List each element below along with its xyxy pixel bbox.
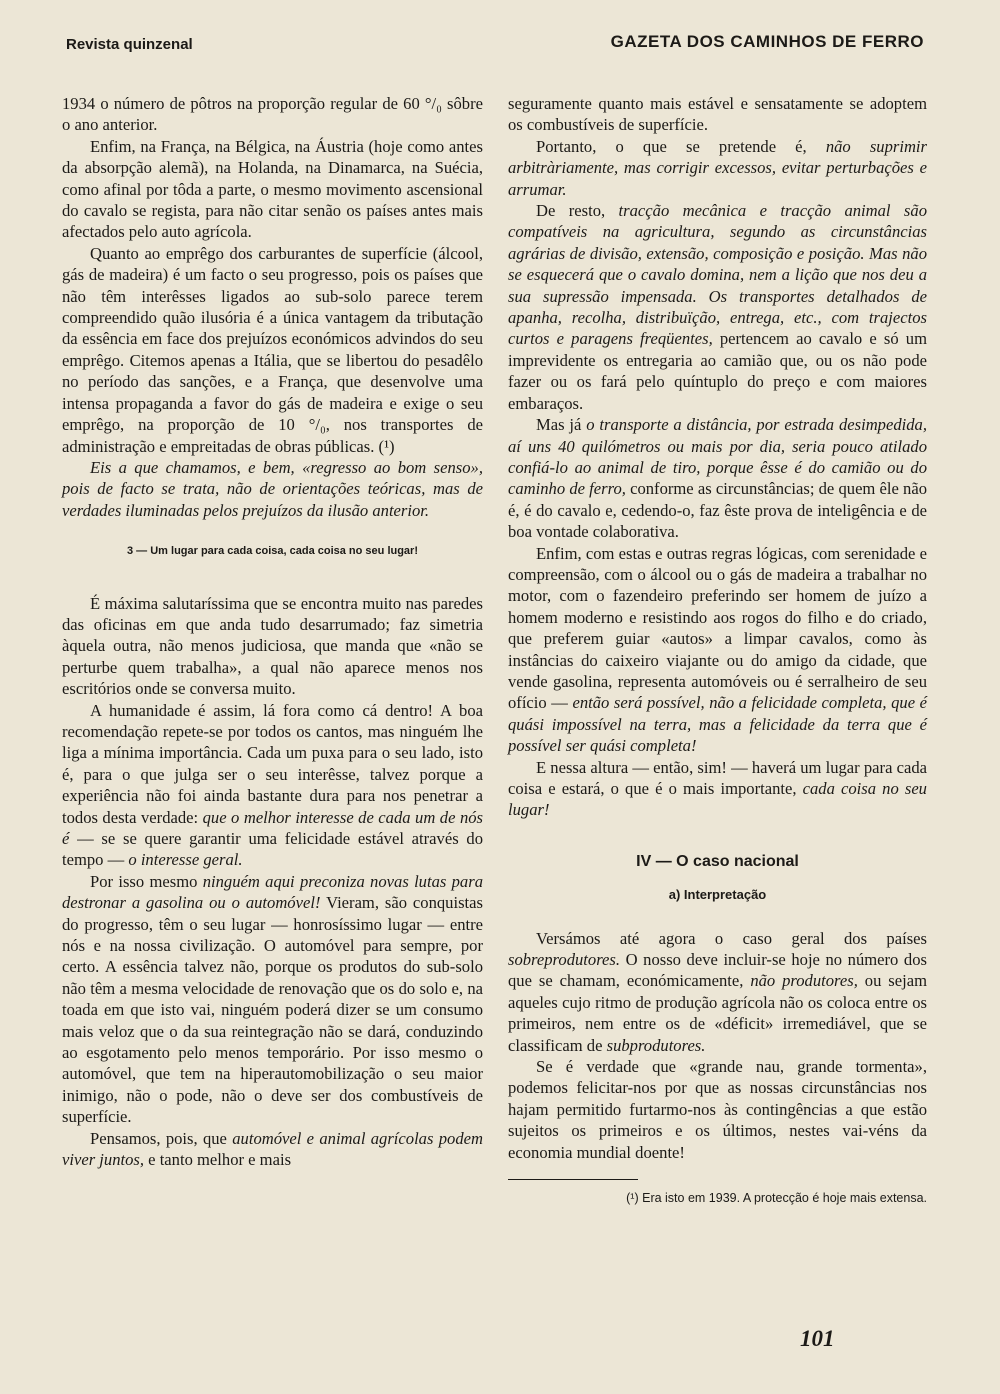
paragraph <box>62 1128 483 1171</box>
text: Mas já <box>536 415 587 435</box>
italic-text: sobreprodutores. <box>508 950 621 970</box>
paragraph <box>508 757 927 821</box>
italic-text: o transporte a distância, por estrada desimpedida, aí uns 40 quilómetros ou mais por dia, seria pouco atilado confiá-lo ao animal de tiro, porque êsse é do camião ou do caminho de ferro, <box>508 415 927 499</box>
paragraph: Quanto ao emprêgo dos carburantes de superfície (álcool, gás de madeira) é um facto o seu progresso, pois os países que não têm interêsses ligados ao sub-solo parece terem compreendido quão ilusória é a única vantagem da tributação da essência em face dos prejuízos económicos advindos do seu emprêgo. Citemos apenas a Itália, que se libertou do pesadêlo no período das sanções, e a França, que desenvolve uma intensa propaganda a favor do gás de madeira e exige o seu emprêgo, na proporção de 10 °/₀, nos transportes de administração e empreitadas de obras públicas. (¹) <box>62 243 483 456</box>
italic-text: que o melhor interesse de cada um de nós é <box>62 807 483 848</box>
running-header-right: GAZETA DOS CAMINHOS DE FERRO <box>610 32 924 51</box>
text: pertencem ao cavalo e só um imprevidente os entregaria ao camião que, ou os não pode fazer ou os fará pelo quíntuplo do preço e com maiores embaraços. <box>508 329 927 413</box>
paragraph: Se é verdade que «grande nau, grande tormenta», podemos felicitar-nos por que as nossas circunstâncias nos hajam permitido furtarmo-nos às contingências a que estão sujeitos os primeiros e os últimos, nestes vai-véns da economia mundial doente! <box>508 1057 927 1162</box>
text: Versámos até agora o caso geral dos países <box>536 928 927 948</box>
paragraph <box>508 136 927 200</box>
text: A humanidade é assim, lá fora como cá dentro! A boa recomendação repete-se por todos os cantos, mas ninguém lhe liga a mínima importância. Cada um puxa para o seu lado, isto é, para o que julga ser o seu interêsse, talvez porque a experiência não foi ainda bastante dura para nos penetrar a todos desta verdade: <box>62 700 483 827</box>
italic-text: cada coisa no seu lugar! <box>508 779 927 820</box>
text: conforme as circunstâncias; de quem êle não é, é do cavalo e, cedendo-o, faz êste prova de inteligência e de boa vontade colaborativa. <box>508 479 928 542</box>
italic-text: automóvel e animal agrícolas podem viver juntos, <box>62 1128 483 1170</box>
text: e tanto melhor e mais <box>144 1150 292 1170</box>
text: Por isso mesmo <box>90 871 203 891</box>
chapter-heading: IV — O caso nacional <box>636 852 799 870</box>
text: ou sejam aqueles cujo ritmo de produção agrícola não os coloca entre os primeiros, nem entre os de «déficit» irremediável, que se classificam de <box>508 971 927 1055</box>
footnote-rule <box>508 1179 638 1180</box>
section-heading-3: 3 — Um lugar para cada coisa, cada coisa no seu lugar! <box>127 545 418 558</box>
paragraph: 1934 o número de pôtros na proporção regular de 60 °/₀ sôbre o ano anterior. <box>62 94 483 135</box>
italic-text: não produtores, <box>750 971 858 991</box>
left-column <box>62 93 483 1171</box>
italic-text: o interesse geral. <box>128 850 243 870</box>
right-column <box>508 93 927 1206</box>
italic-text: não suprimir arbitràriamente, mas corrigir excessos, evitar perturbações e arrumar. <box>508 136 927 199</box>
paragraph-italic <box>62 457 483 521</box>
page-number: 101 <box>800 1326 835 1351</box>
text: E nessa altura — então, sim! — haverá um lugar para cada coisa e estará, o que é o mais importante, <box>508 757 927 798</box>
paragraph <box>62 871 483 1128</box>
paragraph <box>508 200 927 414</box>
paragraph <box>508 543 927 757</box>
paragraph: É máxima salutaríssima que se encontra muito nas paredes das oficinas em que anda tudo desarrumado; faz simetria àquela outra, não menos judiciosa, que manda que «não se perturbe quem trabalha», a qual não aparece menos nos escritórios onde se conversa muito. <box>62 593 483 699</box>
text: Pensamos, pois, que <box>90 1128 233 1148</box>
italic-text: ninguém aqui preconiza novas lutas para destronar a gasolina ou o automóvel! <box>62 871 483 913</box>
footnote: (¹) Era isto em 1939. A protecção é hoje mais extensa. <box>626 1191 927 1206</box>
running-header-left: Revista quinzenal <box>66 36 193 53</box>
text: Enfim, com estas e outras regras lógicas, com serenidade e compreensão, com o álcool ou o gás de madeira a trabalhar no motor, com o fazendeiro preferindo ser homem de juízo a homem moderno e resistindo aos rogos do filho e do criado, que preferem guiar «autos» a limpar cavalos, como às instâncias do caixeiro viajante ou do amigo da cidade, que vende gasolina, representa automóveis ou é serralheiro de seu ofício — <box>508 543 927 713</box>
italic-text: então será possível, não a felicidade completa, que é quási impossível na terra, mas a felicidade da terra que é possível ser quási completa! <box>508 693 927 756</box>
italic-text: tracção mecânica e tracção animal são compatíveis na agricultura, segundo as circunstâncias agrárias de divisão, extensão, composição e posição. Mas não se esquecerá que o cavalo domina, nem a lição que nos deu a sua supressão impensada. Os transportes detalhados de apanha, recolha, distribuïção, entrega, etc., com trajectos curtos e paragens freqüentes, <box>508 201 927 349</box>
text: O nosso deve incluir-se hoje no número dos que se chamam, económicamente, <box>508 950 927 991</box>
paragraph <box>508 414 927 542</box>
italic-text: Eis a que chamamos, e bem, «regresso ao bom senso», pois de facto se trata, não de orientações teóricas, mas de verdades iluminadas pelos prejuízos da ilusão anterior. <box>62 457 483 520</box>
paragraph <box>508 928 927 1056</box>
text: Vieram, são conquistas do progresso, têm o seu lugar — honrosíssimo lugar — entre nós e na nossa civilização. O automóvel para sempre, por certo. A essência talvez não, porque os produtos do sub-solo não têm a mesma velocidade de renovação que os do solo e, na toada em que isto vai, ninguém poderá dizer se um consumo mais veloz que o da sua reintegração não se dará, conduzindo ao esgotamento pelo menos temporário. Por isso mesmo o automóvel, que tem na hiperautomobilização o seu maior inimigo, não o pode, não o deve ser dos combustíveis de superfície. <box>62 893 483 1127</box>
text: De resto, <box>536 201 619 221</box>
italic-text: subprodutores. <box>606 1035 706 1055</box>
text: — se se quere garantir uma felicidade estável através do tempo — <box>62 829 483 870</box>
subsection-heading: a) Interpretação <box>668 887 767 903</box>
paragraph <box>62 700 483 871</box>
paragraph: Enfim, na França, na Bélgica, na Áustria (hoje como antes da absorpção alemã), na Holanda, na Dinamarca, na Suécia, como afinal por tôda a parte, o mesmo movimento ascensional do cavalo se regista, para não citar senão os países antes mais afectados pelo auto agrícola. <box>62 136 483 242</box>
paragraph: seguramente quanto mais estável e sensatamente se adoptem os combustíveis de superfície. <box>508 94 927 135</box>
text: Portanto, o que se pretende é, <box>536 136 826 156</box>
